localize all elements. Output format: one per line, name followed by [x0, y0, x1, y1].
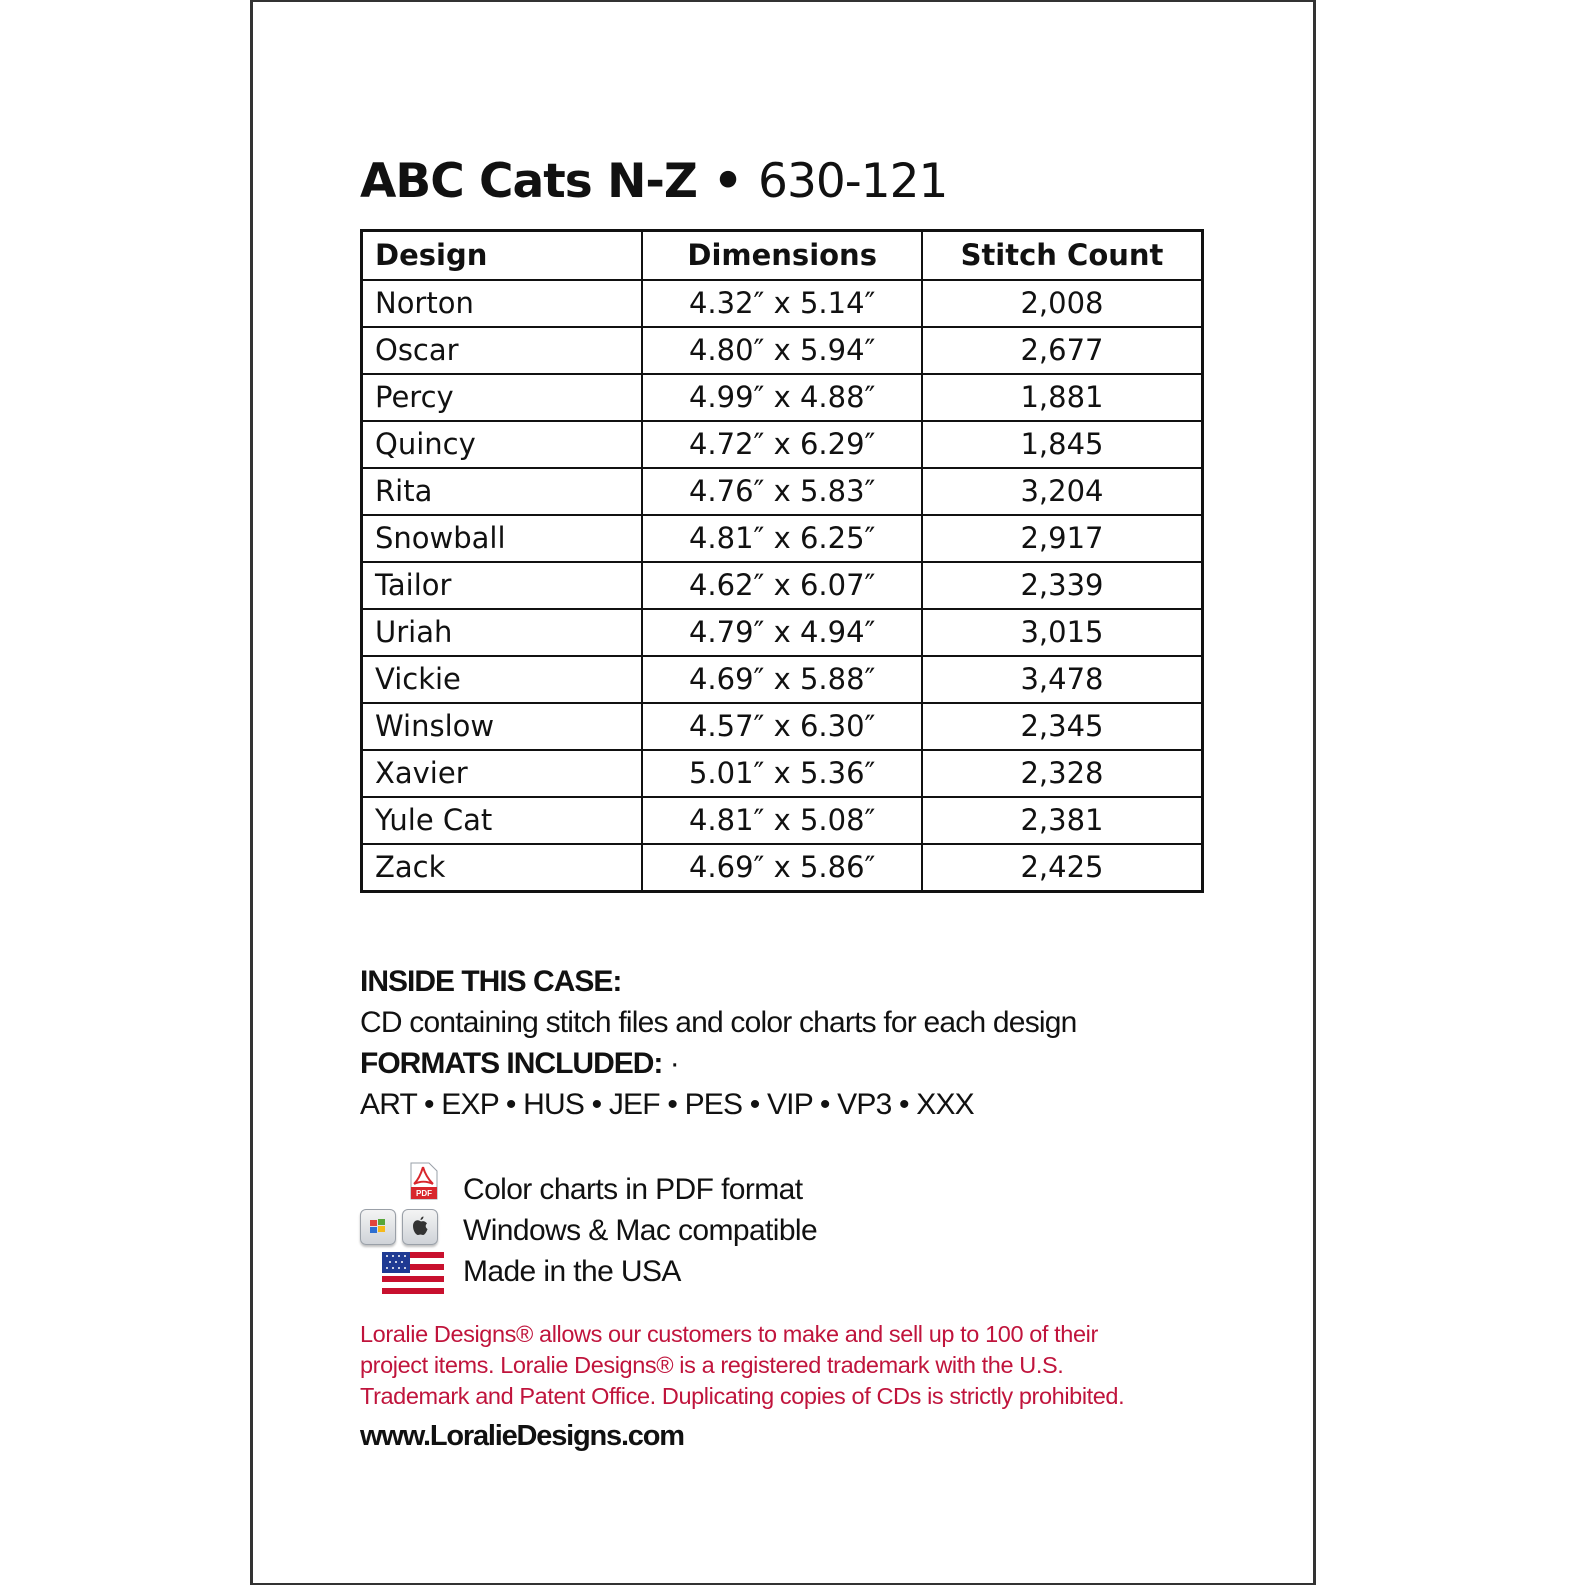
dimensions-cell: 4.80″ x 5.94″: [642, 327, 922, 374]
dimensions-cell: 4.69″ x 5.86″: [642, 844, 922, 892]
table-header-row: [362, 231, 1203, 281]
inside-case-text: CD containing stitch files and color charts for each design: [360, 1006, 1077, 1039]
table-row: [362, 374, 1203, 421]
design-cell: Xavier: [362, 750, 643, 797]
stitch-count-cell: 2,328: [922, 750, 1203, 797]
dimensions-cell: 4.32″ x 5.14″: [642, 280, 922, 327]
design-cell: Snowball: [362, 515, 643, 562]
formats-list: ART • EXP • HUS • JEF • PES • VIP • VP3 • XXX: [360, 1088, 974, 1121]
table-row: [362, 609, 1203, 656]
table-row: [362, 280, 1203, 327]
pdf-badge-text: PDF: [416, 1189, 432, 1198]
apple-icon: [402, 1209, 438, 1245]
table-row: [362, 656, 1203, 703]
design-cell: Uriah: [362, 609, 643, 656]
stitch-count-cell: 3,015: [922, 609, 1203, 656]
design-cell: Vickie: [362, 656, 643, 703]
dimensions-cell: 4.79″ x 4.94″: [642, 609, 922, 656]
legal-line: Loralie Designs® allows our customers to make and sell up to 100 of their: [360, 1321, 1098, 1347]
design-cell: Norton: [362, 280, 643, 327]
dimensions-cell: 4.72″ x 6.29″: [642, 421, 922, 468]
table-row: [362, 844, 1203, 892]
table-row: [362, 515, 1203, 562]
design-cell: Zack: [362, 844, 643, 892]
stitch-count-cell: 2,339: [922, 562, 1203, 609]
stitch-count-cell: 1,881: [922, 374, 1203, 421]
stitch-count-cell: 2,917: [922, 515, 1203, 562]
title-separator: •: [713, 154, 743, 209]
table-row: [362, 750, 1203, 797]
design-cell: Yule Cat: [362, 797, 643, 844]
inside-case-heading: INSIDE THIS CASE:: [360, 965, 622, 998]
table-row: [362, 421, 1203, 468]
stitch-count-cell: 2,345: [922, 703, 1203, 750]
design-cell: Winslow: [362, 703, 643, 750]
dimensions-cell: 4.81″ x 5.08″: [642, 797, 922, 844]
windows-icon: [360, 1209, 396, 1245]
formats-heading: [360, 1047, 679, 1081]
dimensions-cell: 4.62″ x 6.07″: [642, 562, 922, 609]
table-row: [362, 703, 1203, 750]
design-cell: Tailor: [362, 562, 643, 609]
formats-heading-label: FORMATS INCLUDED:: [360, 1047, 663, 1080]
design-cell: Oscar: [362, 327, 643, 374]
dimensions-cell: 4.81″ x 6.25″: [642, 515, 922, 562]
usa-flag-icon: [382, 1252, 444, 1294]
design-cell: Rita: [362, 468, 643, 515]
stitch-count-cell: 2,381: [922, 797, 1203, 844]
stitch-count-cell: 1,845: [922, 421, 1203, 468]
product-name: ABC Cats N-Z: [360, 154, 697, 209]
table-row: [362, 327, 1203, 374]
legal-line: project items. Loralie Designs® is a registered trademark with the U.S.: [360, 1352, 1064, 1378]
design-table: [360, 229, 1204, 893]
design-cell: Percy: [362, 374, 643, 421]
legal-notice: [360, 1319, 1124, 1412]
stitch-count-cell: 2,677: [922, 327, 1203, 374]
table-row: [362, 468, 1203, 515]
column-header-design: Design: [362, 231, 643, 281]
column-header-dimensions: Dimensions: [642, 231, 922, 281]
feature-label: Made in the USA: [463, 1255, 681, 1288]
website-link[interactable]: www.LoralieDesigns.com: [360, 1420, 684, 1452]
column-header-stitch-count: Stitch Count: [922, 231, 1203, 281]
stitch-count-cell: 3,478: [922, 656, 1203, 703]
stitch-count-cell: 2,008: [922, 280, 1203, 327]
table-row: [362, 562, 1203, 609]
product-code: 630-121: [758, 154, 948, 209]
dimensions-cell: 4.76″ x 5.83″: [642, 468, 922, 515]
page-title: [360, 152, 947, 212]
pdf-icon: [408, 1162, 438, 1200]
dimensions-cell: 4.99″ x 4.88″: [642, 374, 922, 421]
feature-label: Color charts in PDF format: [463, 1173, 803, 1206]
stitch-count-cell: 3,204: [922, 468, 1203, 515]
dimensions-cell: 5.01″ x 5.36″: [642, 750, 922, 797]
table-row: [362, 797, 1203, 844]
stitch-count-cell: 2,425: [922, 844, 1203, 892]
dimensions-cell: 4.57″ x 6.30″: [642, 703, 922, 750]
dimensions-cell: 4.69″ x 5.88″: [642, 656, 922, 703]
feature-label: Windows & Mac compatible: [463, 1214, 818, 1247]
design-cell: Quincy: [362, 421, 643, 468]
formats-heading-mark: ·: [669, 1047, 679, 1080]
legal-line: Trademark and Patent Office. Duplicating copies of CDs is strictly prohibited.: [360, 1383, 1125, 1409]
